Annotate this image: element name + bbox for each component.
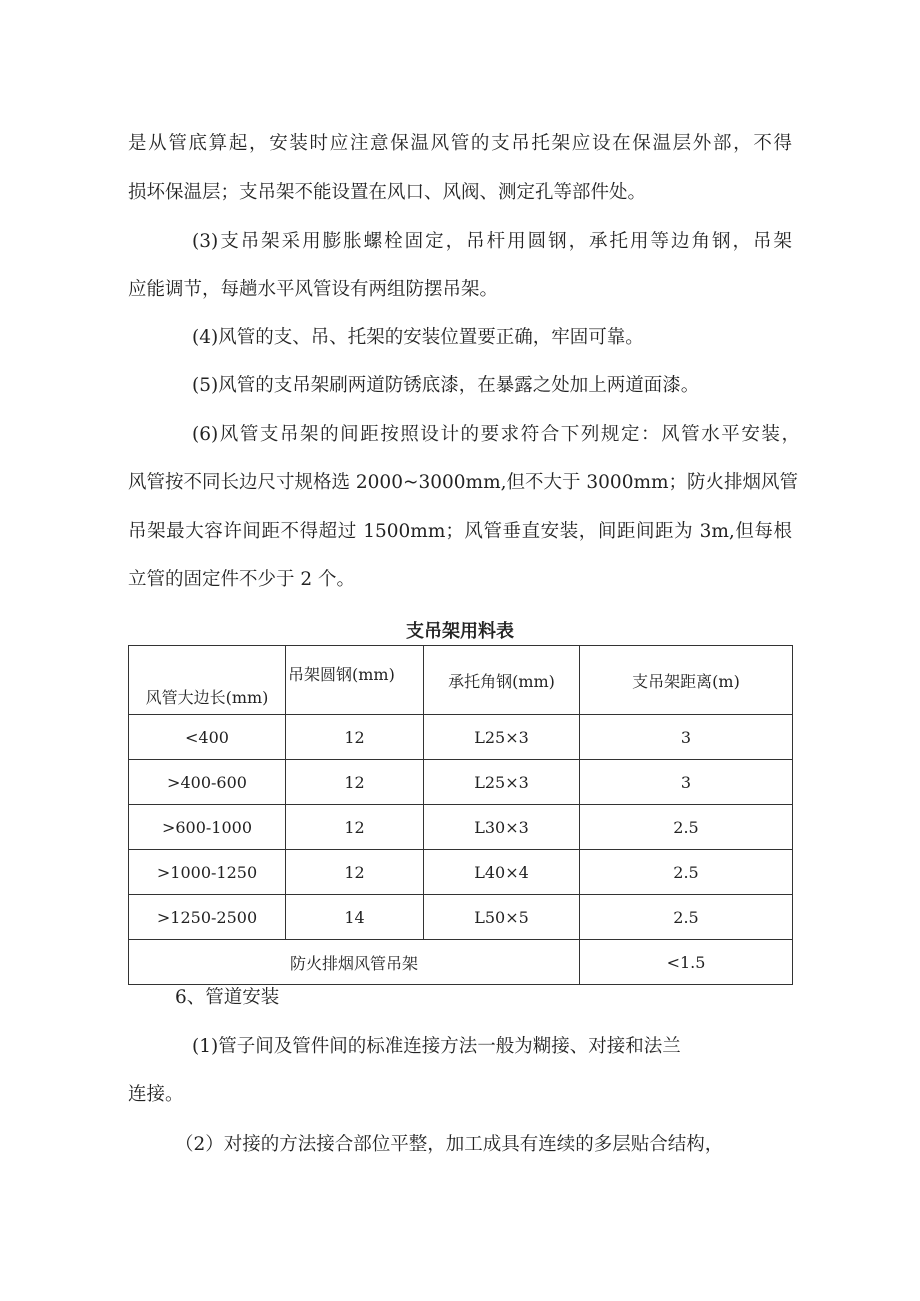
paragraph-line: 立管的固定件不少于 2 个。: [128, 569, 356, 590]
table-cell: >1000-1250: [129, 850, 286, 895]
header-cell: 吊架圆钢(mm): [286, 646, 424, 715]
table-cell: 2.5: [580, 895, 793, 940]
table-row: [129, 895, 793, 940]
section-heading: 6、管道安装: [175, 987, 280, 1008]
paragraph-line: 连接。: [128, 1084, 184, 1105]
table-cell: 12: [286, 715, 424, 760]
paragraph-line: (1)管子间及管件间的标准连接方法一般为糊接、对接和法兰: [192, 1036, 681, 1057]
table-cell: L25×3: [424, 715, 580, 760]
table-header-row: [129, 646, 793, 715]
table-cell: 3: [580, 715, 793, 760]
table-cell: L30×3: [424, 805, 580, 850]
table-cell: L50×5: [424, 895, 580, 940]
table-cell: 12: [286, 805, 424, 850]
paragraph-line: 是从管底算起，安装时应注意保温风管的支吊托架应设在保温层外部，不得: [128, 133, 792, 154]
table-cell: 12: [286, 850, 424, 895]
paragraph-line: (3)支吊架采用膨胀螺栓固定，吊杆用圆钢，承托用等边角钢，吊架: [192, 231, 792, 252]
paragraph-line: (6)风管支吊架的间距按照设计的要求符合下列规定：风管水平安装，: [192, 424, 800, 445]
table-cell: 2.5: [580, 850, 793, 895]
table-cell: L25×3: [424, 760, 580, 805]
paragraph-line: 吊架最大容许间距不得超过 1500mm；风管垂直安装，间距间距为 3m,但每根: [128, 521, 792, 542]
table-cell: 14: [286, 895, 424, 940]
paragraph-line: 应能调节，每趟水平风管设有两组防摆吊架。: [128, 279, 499, 300]
header-cell: 承托角钢(mm): [424, 646, 580, 715]
table-row: [129, 850, 793, 895]
paragraph-line: (5)风管的支吊架刷两道防锈底漆，在暴露之处加上两道面漆。: [192, 375, 700, 396]
support-material-table: [128, 645, 793, 985]
table-title: 支吊架用料表: [406, 621, 514, 642]
footer-label-cell: 防火排烟风管吊架: [129, 940, 580, 985]
table-cell: L40×4: [424, 850, 580, 895]
paragraph-line: （2）对接的方法接合部位平整，加工成具有连续的多层贴合结构，: [175, 1134, 724, 1155]
table-cell: 12: [286, 760, 424, 805]
table-cell: 2.5: [580, 805, 793, 850]
paragraph-line: 损坏保温层；支吊架不能设置在风口、风阀、测定孔等部件处。: [128, 182, 647, 203]
table-cell: >400-600: [129, 760, 286, 805]
table-row: [129, 760, 793, 805]
table-footer-row: [129, 940, 793, 985]
footer-value-cell: <1.5: [580, 940, 793, 985]
paragraph-line: 风管按不同长边尺寸规格选 2000~3000mm,但不大于 3000mm；防火排烟风管: [128, 472, 799, 493]
table-cell: <400: [129, 715, 286, 760]
paragraph-line: (4)风管的支、吊、托架的安装位置要正确，牢固可靠。: [192, 327, 644, 348]
table-cell: >1250-2500: [129, 895, 286, 940]
table-cell: >600-1000: [129, 805, 286, 850]
table-row: [129, 715, 793, 760]
header-cell: 风管大边长(mm): [129, 646, 286, 715]
table-row: [129, 805, 793, 850]
table-cell: 3: [580, 760, 793, 805]
header-cell: 支吊架距离(m): [580, 646, 793, 715]
